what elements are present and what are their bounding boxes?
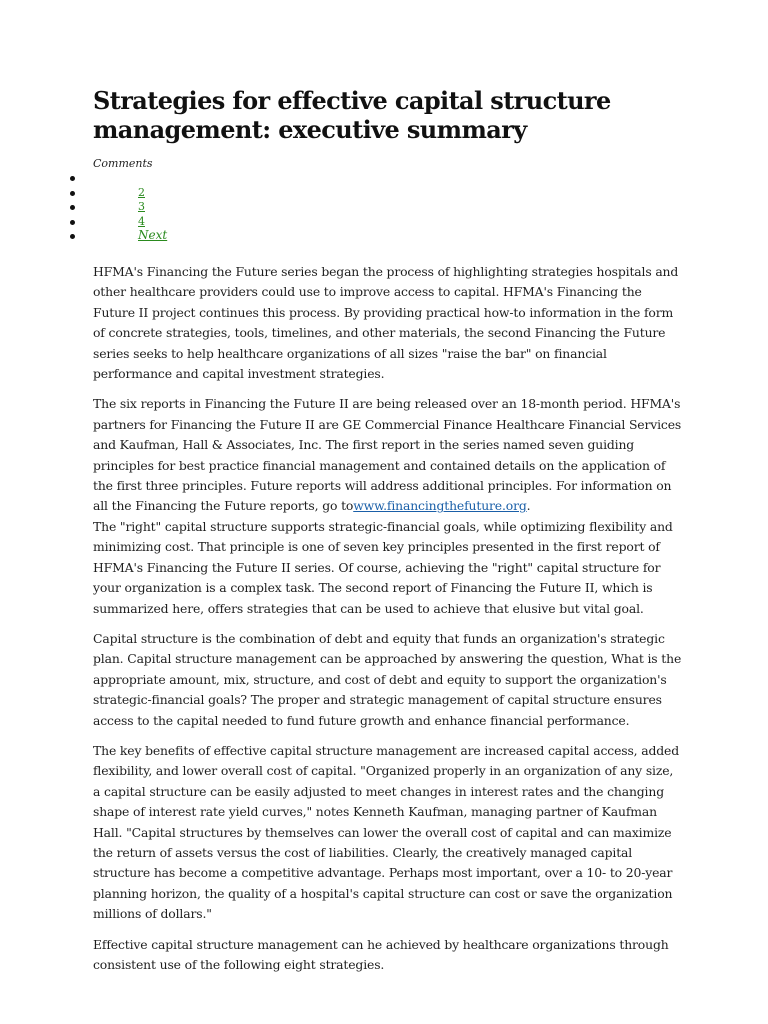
pagination-item [0,215,400,230]
paragraph-reports-text: The six reports in Financing the Future II are being released over an 18-month period. HFMA's partners for Financing the Future II are GE Commercial Finance Healthcare Financial Services and Kaufman, Hall & Associates, Inc. The first report in the series named seven guiding principles for best practice financial management and contained details on the application of the first three principles. Future reports will address additional principles. For information on all the Financing the Future reports, go to [93,396,682,514]
page-4-link[interactable]: 4 [138,214,145,228]
bullet-icon [70,191,75,196]
paragraph-strategies: Effective capital structure management can he achieved by healthcare organizations through consistent use of the following eight strategies. [93,936,669,972]
article-body [93,262,683,985]
comments-label: Comments [93,157,153,170]
article-title: Strategies for effective capital structure management: executive summary [93,86,611,144]
paragraph-benefits: The key benefits of effective capital structure management are increased capital access, added flexibility, and lower overall cost of capital. "Organized properly in an organization of any size, a capital structure can be easily adjusted to meet changes in interest rates and the changing shape of interest rate yield curves," notes Kenneth Kaufman, managing partner of Kaufman Hall. "Capital structures by themselves can lower the overall cost of capital and can maximize the return of assets versus the cost of liabilities. Clearly, the creatively managed capital structure has become a competitive advantage. Perhaps most important, over a 10- to 20-year planning horizon, the quality of a hospital's capital structure can cost or save the organization millions of dollars." [93,742,680,922]
pagination-list [0,171,400,244]
financing-the-future-link[interactable]: www.financingthefuture.org [353,498,527,514]
page-3-link[interactable]: 3 [138,200,145,214]
page-2-link[interactable]: 2 [138,185,145,199]
bullet-icon [70,220,75,225]
bullet-icon [70,176,75,181]
paragraph-right-structure: The "right" capital structure supports strategic-financial goals, while optimizing flexibility and minimizing cost. That principle is one of seven key principles presented in the first report of HFMA's Financing the Future II series. Of course, achieving the "right" capital structure for your organization is a complex task. The second report of Financing the Future II, which is summarized here, offers strategies that can be used to achieve that elusive but vital goal. [93,518,673,616]
next-page-link[interactable]: Next [138,228,168,243]
bullet-icon [70,234,75,239]
pagination-item [0,171,400,186]
pagination-item [0,186,400,201]
bullet-icon [70,205,75,210]
paragraph-reports [93,394,683,516]
paragraph-intro: HFMA's Financing the Future series began the process of highlighting strategies hospitals and other healthcare providers could use to improve access to capital. HFMA's Financing the Future II project continues this process. By providing practical how-to information in the form of concrete strategies, tools, timelines, and other materials, the second Financing the Future series seeks to help healthcare organizations of all sizes "raise the bar" on financial performance and capital investment strategies. [93,264,679,382]
pagination-item [0,200,400,215]
paragraph-definition: Capital structure is the combination of debt and equity that funds an organization's strategic plan. Capital structure management can be approached by answering the question, What is the appropriate amount, mix, structure, and cost of debt and equity to support the organization's strategic-financial goals? The proper and strategic management of capital structure ensures access to the capital needed to fund future growth and enhance financial performance. [93,630,682,728]
pagination-item [0,229,400,244]
paragraph-reports-end: . [526,498,531,514]
